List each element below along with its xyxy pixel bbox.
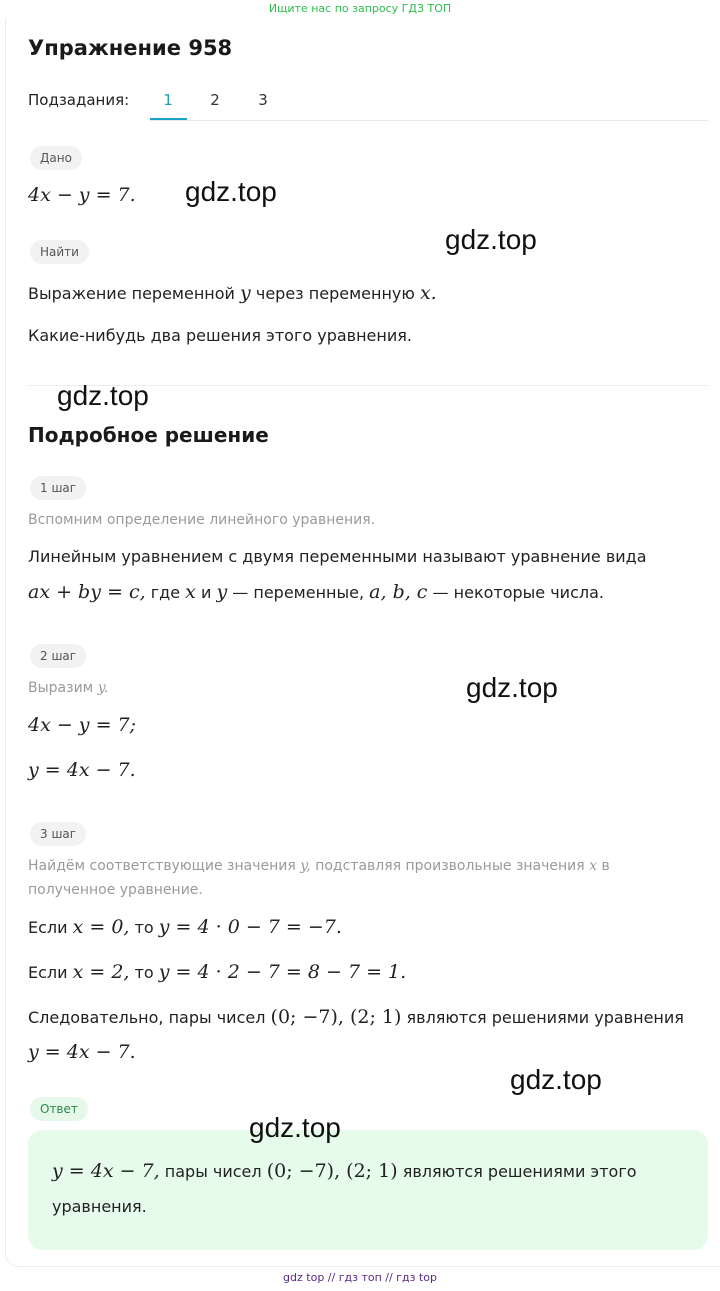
watermark-6: gdz.top (249, 1112, 341, 1143)
tab-subtask-1[interactable]: 1 (163, 91, 173, 109)
case-2-eq-2: y = 4 · 2 − 7 = 8 − 7 = 1. (158, 961, 407, 983)
conclusion-pairs: (0; −7), (2; 1) (270, 1006, 402, 1028)
page-title: Упражнение 958 (28, 36, 233, 60)
watermark-3: gdz.top (57, 380, 149, 411)
step-1-coefficients: a, b, c (369, 581, 428, 603)
step-3-conclusion-eq: y = 4x − 7. (28, 1041, 136, 1063)
step-1-var-y: y (216, 581, 228, 603)
answer-pairs: (0; −7), (2; 1) (266, 1160, 398, 1182)
answer-line-2: уравнения. (52, 1197, 147, 1216)
step-3-case-1 (28, 916, 342, 938)
find-var-y: y (240, 282, 251, 304)
step-3-hint-b: подставляя произвольные значения (315, 858, 585, 874)
conclusion-text-b: являются решениями уравнения (406, 1008, 684, 1027)
answer-box (28, 1130, 708, 1250)
step-1-hint: Вспомним определение линейного уравнения. (28, 512, 376, 528)
step-1-text-b: и (200, 583, 212, 602)
tab-subtask-2[interactable]: 2 (210, 91, 220, 109)
given-equation: 4x − y = 7. (28, 184, 136, 206)
step-1-definition (28, 581, 604, 603)
watermark-1: gdz.top (185, 176, 277, 207)
find-badge: Найти (30, 240, 89, 264)
case-1-eq-2: y = 4 · 0 − 7 = −7. (158, 916, 342, 938)
case-2-eq-1: x = 2, (72, 961, 130, 983)
answer-line-1 (52, 1160, 637, 1182)
step-1-badge: 1 шаг (30, 476, 86, 500)
conclusion-text-a: Следовательно, пары чисел (28, 1008, 266, 1027)
find-line-2: Какие-нибудь два решения этого уравнения. (28, 326, 412, 345)
watermark-5: gdz.top (510, 1064, 602, 1095)
answer-badge: Ответ (30, 1097, 88, 1121)
step-3-hint-c: в (601, 858, 610, 874)
active-tab-indicator (150, 118, 187, 120)
step-3-conclusion (28, 1006, 684, 1028)
find-var-x: x. (419, 282, 437, 304)
step-1-text-a: где (150, 583, 181, 602)
step-1-var-x: x (185, 581, 196, 603)
case-1-eq-1: x = 0, (72, 916, 130, 938)
case-1-text-a: Если (28, 918, 68, 937)
step-2-hint (28, 680, 108, 696)
step-2-eq-1: 4x − y = 7; (28, 714, 137, 736)
case-1-text-b: то (134, 918, 154, 937)
case-2-text-b: то (134, 963, 154, 982)
step-3-hint-line-2: полученное уравнение. (28, 882, 203, 898)
answer-text-a: пары чисел (164, 1162, 262, 1181)
step-3-hint-var-x: x (589, 858, 598, 874)
watermark-2: gdz.top (445, 224, 537, 255)
step-2-hint-var: y. (97, 680, 109, 696)
answer-eq: y = 4x − 7, (52, 1160, 160, 1182)
step-1-text: Линейным уравнением с двумя переменными называют уравнение вида (28, 547, 647, 566)
step-3-hint (28, 858, 688, 874)
tab-subtask-3[interactable]: 3 (258, 91, 268, 109)
find-line-1 (28, 282, 437, 304)
solution-heading: Подробное решение (28, 423, 269, 447)
tabs-baseline (150, 120, 708, 121)
footer-links[interactable]: gdz top // гдз топ // гдз top (283, 1271, 437, 1284)
step-3-hint-a: Найдём соответствующие значения (28, 858, 296, 874)
find-text-a: Выражение переменной (28, 284, 235, 303)
given-badge: Дано (30, 146, 82, 170)
watermark-4: gdz.top (466, 672, 558, 703)
step-1-text-c: — переменные, (232, 583, 365, 602)
step-1-general-eq: ax + by = c, (28, 581, 146, 603)
subtasks-label: Подзадания: (28, 91, 130, 109)
find-text-b: через переменную (255, 284, 415, 303)
step-3-case-2 (28, 961, 406, 983)
step-3-hint-var-y: y, (300, 858, 311, 874)
step-1-text-d: — некоторые числа. (432, 583, 604, 602)
step-2-badge: 2 шаг (30, 644, 86, 668)
step-2-eq-2: y = 4x − 7. (28, 759, 136, 781)
answer-text-b: являются решениями этого (402, 1162, 637, 1181)
case-2-text-a: Если (28, 963, 68, 982)
step-2-hint-text: Выразим (28, 680, 94, 696)
step-3-badge: 3 шаг (30, 822, 86, 846)
top-search-banner[interactable]: Ищите нас по запросу ГДЗ ТОП (268, 2, 452, 15)
